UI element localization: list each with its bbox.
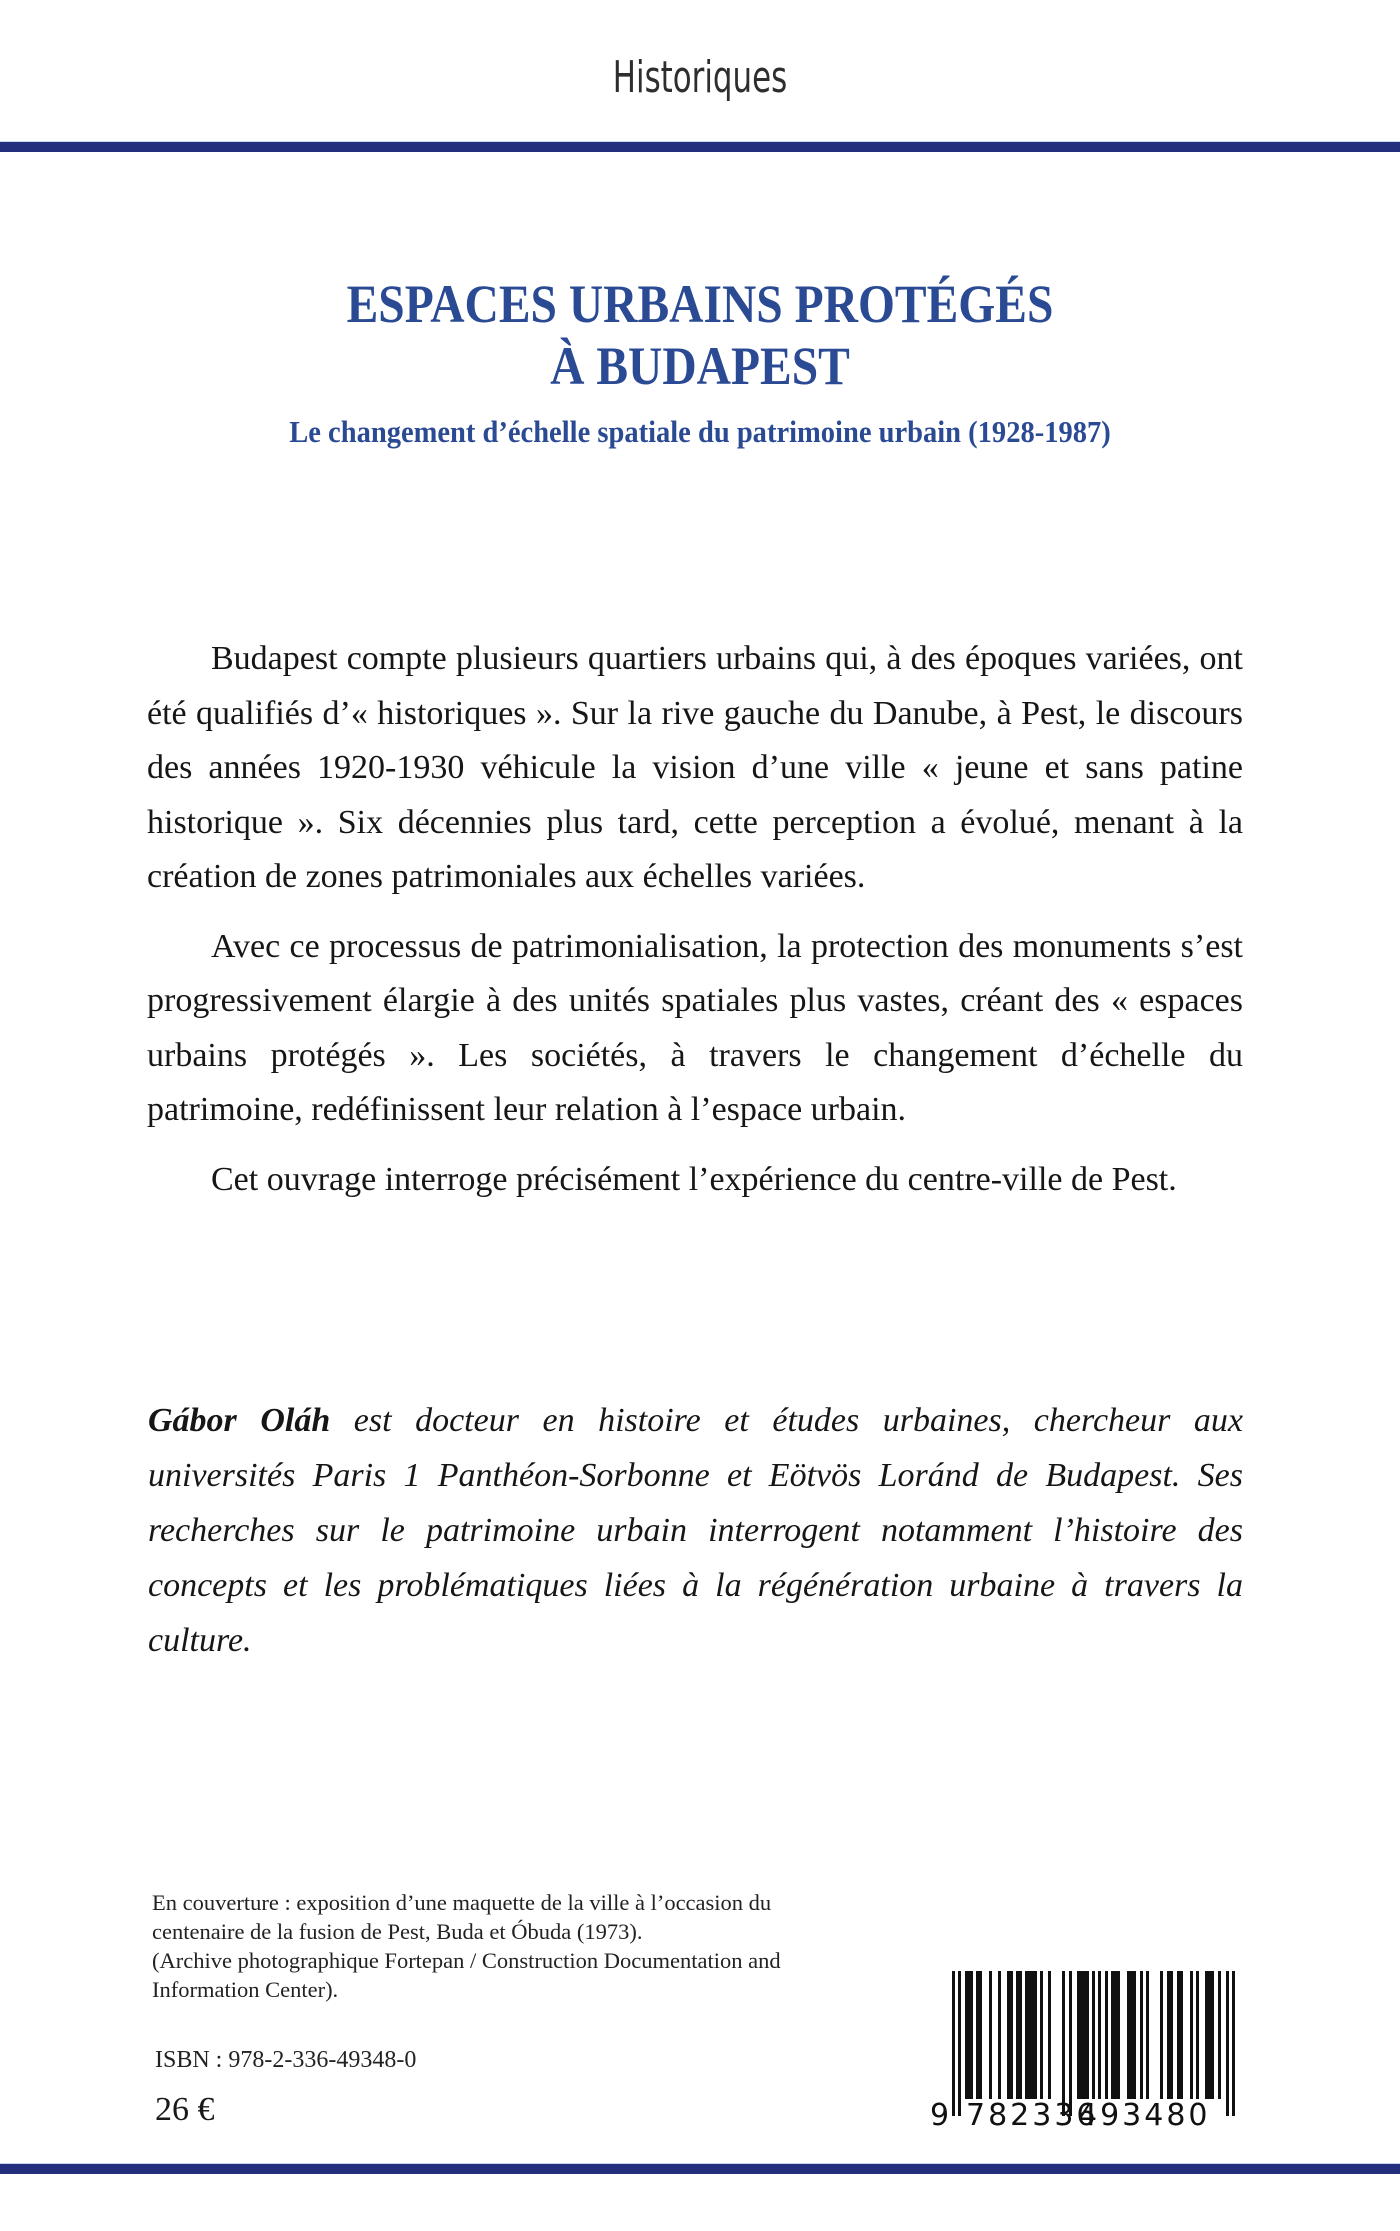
cover-credit-line: En couverture : exposition d’une maquette de la ville à l’occasion du [152, 1890, 772, 1915]
blurb-paragraph: Cet ouvrage interroge précisément l’expérience du centre-ville de Pest. [211, 1160, 1177, 1198]
back-cover-blurb [147, 632, 1243, 1207]
cover-credit-line: Information Center). [152, 1977, 339, 2002]
isbn: ISBN : 978-2-336-49348-0 [155, 2047, 417, 2073]
author-name: Gábor Oláh [148, 1402, 331, 1439]
barcode-icon [930, 1966, 1270, 2116]
book-title-line-2: À BUDAPEST [550, 336, 850, 396]
barcode-right-group: 493480 [1078, 2098, 1211, 2133]
cover-credit-line: (Archive photographique Fortepan / Construction Documentation and [152, 1948, 781, 1973]
barcode-left-group: 782336 [966, 2098, 1099, 2133]
barcode-digits [930, 2098, 1270, 2138]
cover-credit [152, 1888, 912, 2004]
bottom-rule [0, 2164, 1400, 2174]
blurb-paragraph: Avec ce processus de patrimonialisation, la protection des monuments s’est progressivement élargie à des unités spatiales plus vastes, créant des « espaces urbains protégés ». Les sociétés, à travers le changement d’échelle du patrimoine, redéfinissent leur relation à l’espace urbain. [147, 927, 1243, 1128]
book-title-line-1: ESPACES URBAINS PROTÉGÉS [346, 274, 1054, 334]
book-title [84, 273, 1316, 397]
series-name-text: Historiques [612, 52, 788, 103]
book-subtitle: Le changement d’échelle spatiale du patrimoine urbain (1928-1987) [289, 414, 1111, 449]
cover-credit-line: centenaire de la fusion de Pest, Buda et Óbuda (1973). [152, 1919, 643, 1944]
price: 26 € [155, 2091, 215, 2128]
top-rule [0, 142, 1400, 152]
blurb-paragraph: Budapest compte plusieurs quartiers urbains qui, à des époques variées, ont été qualifiés d’« historiques ». Sur la rive gauche du Danube, à Pest, le discours des années 1920-1930 véhicule la vision d’une ville « jeune et sans patine historique ». Six décennies plus tard, cette perception a évolué, menant à la création de zones patrimoniales aux échelles variées. [147, 640, 1243, 895]
series-name [154, 52, 1246, 103]
author-bio [148, 1393, 1243, 1668]
barcode-lead-digit: 9 [930, 2098, 950, 2133]
author-bio-text: est docteur en histoire et études urbaines, chercheur aux universités Paris 1 Panthéon-Sorbonne et Eötvös Loránd de Budapest. Ses recherches sur le patrimoine urbain interrogent notamment l’histoire des concepts et les problématiques liées à la régénération urbaine à travers la culture. [148, 1402, 1243, 1659]
